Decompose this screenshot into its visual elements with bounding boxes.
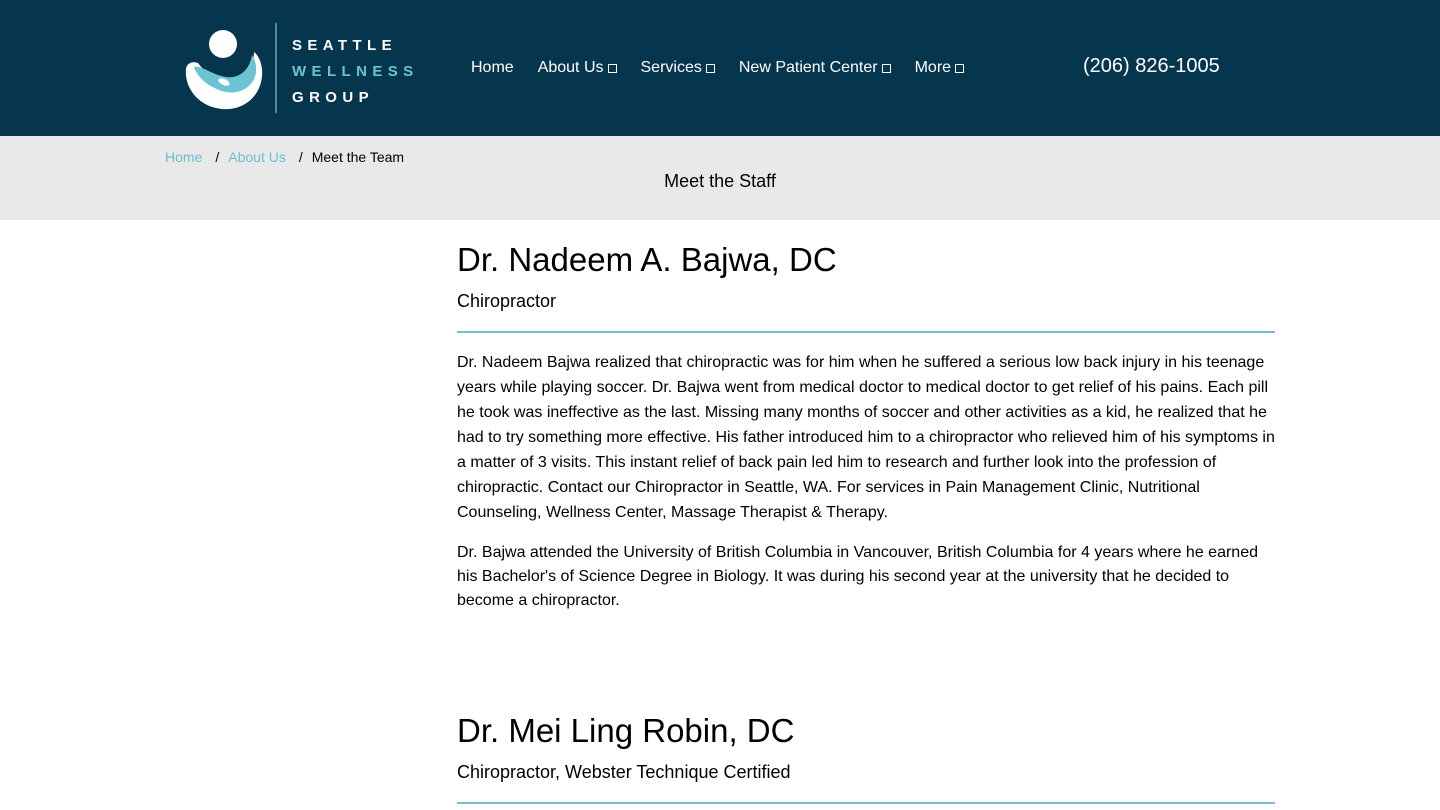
dropdown-icon [882, 64, 891, 73]
logo-wordmark [292, 33, 419, 111]
nav-item-more[interactable] [915, 59, 964, 77]
staff-list [457, 220, 1275, 782]
breadcrumb-current: Meet the Team [311, 149, 405, 165]
staff-name: Dr. Mei Ling Robin, DC [457, 712, 795, 749]
staff-profile [457, 220, 1275, 613]
breadcrumb-separator: / [298, 149, 303, 165]
dropdown-icon [706, 64, 715, 73]
logo-divider [275, 23, 277, 113]
divider [457, 802, 1275, 804]
nav-item-home[interactable] [471, 59, 514, 77]
nav-item-label: About Us [537, 59, 604, 76]
logo-mark-icon [182, 25, 266, 111]
staff-role: Chiropractor, Webster Technique Certified [457, 762, 791, 782]
nav-item-new-patient-center[interactable] [739, 59, 891, 77]
logo-line-3: GROUP [292, 89, 375, 106]
divider [457, 331, 1275, 333]
dropdown-icon [608, 64, 617, 73]
nav-item-about-us[interactable] [538, 59, 617, 77]
staff-role: Chiropractor [457, 291, 557, 311]
bio-paragraph: Dr. Bajwa attended the University of British Columbia in Vancouver, British Columbia for 4 years where he earned his Bachelor's of Science Degree in Biology. It was during his second year at the university that he decided to become a chiropractor. [457, 544, 1258, 609]
logo-line-2: WELLNESS [292, 63, 419, 80]
staff-profile [457, 711, 1275, 804]
bio-paragraph: Dr. Nadeem Bajwa realized that chiropractic was for him when he suffered a serious low back injury in his teenage years while playing soccer. Dr. Bajwa went from medical doctor to medical doctor to get relief of his pains. Each pill he took was ineffective as the last. Missing many months of soccer and other activities as a kid, he realized that he had to try something more effective. His father introduced him to a chiropractor who relieved him of his symptoms in a matter of 3 visits. This instant relief of back pain led him to research and further look into the profession of chiropractic. Contact our Chiropractor in Seattle, WA. For services in Pain Management Clinic, Nutritional Counseling, Wellness Center, Massage Therapist & Therapy. [457, 354, 1275, 521]
breadcrumb-home[interactable]: Home [165, 149, 203, 165]
site-header [0, 0, 1440, 136]
nav-item-label: New Patient Center [738, 59, 878, 76]
nav-item-label: Home [471, 59, 514, 76]
page-banner [0, 136, 1440, 220]
breadcrumb-separator: / [215, 149, 220, 165]
logo-line-1: SEATTLE [292, 37, 398, 54]
dropdown-icon [955, 64, 964, 73]
staff-bio [457, 350, 1275, 613]
staff-name: Dr. Nadeem A. Bajwa, DC [457, 241, 837, 278]
site-logo[interactable] [182, 23, 422, 115]
breadcrumb-about-us[interactable]: About Us [228, 149, 286, 165]
main-nav [471, 57, 988, 79]
breadcrumb [165, 149, 404, 165]
nav-item-services[interactable] [641, 59, 715, 77]
page-title: Meet the Staff [664, 171, 776, 191]
nav-item-label: More [914, 59, 952, 76]
nav-item-label: Services [640, 59, 702, 76]
phone-link[interactable]: (206) 826-1005 [1083, 55, 1220, 77]
